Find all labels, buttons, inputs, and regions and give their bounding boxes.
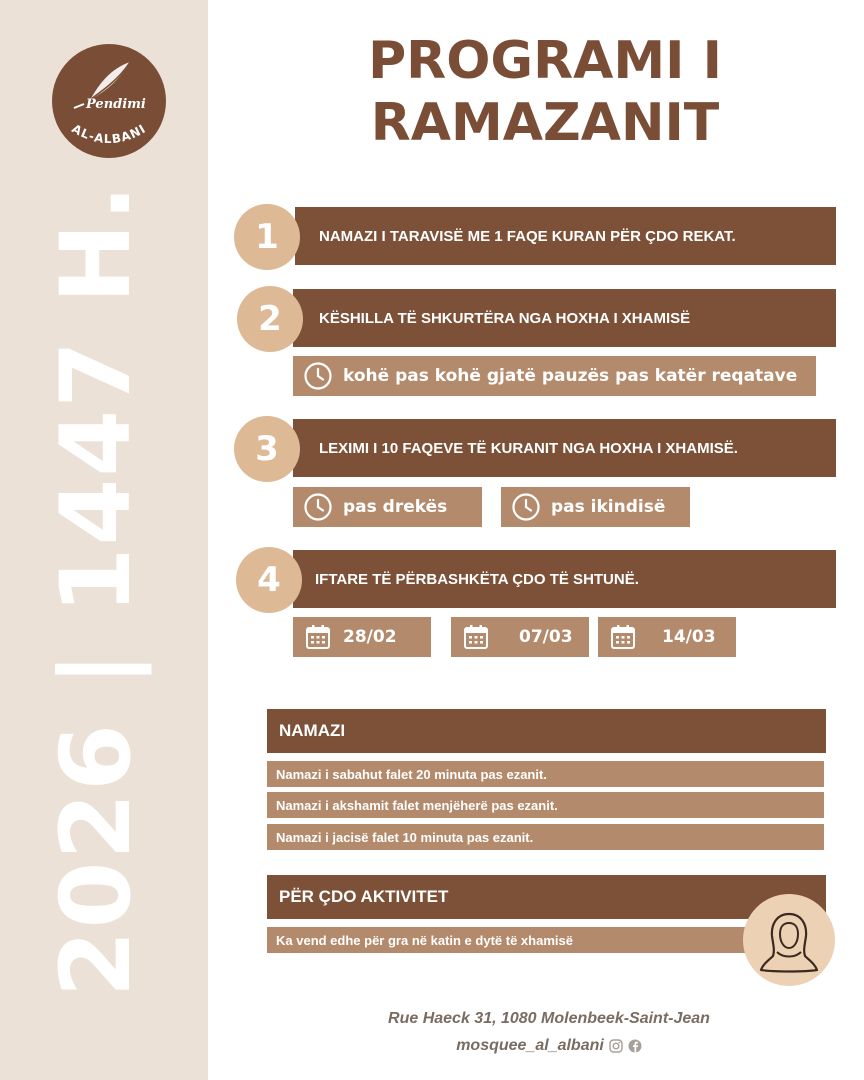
- step-1-number: 1: [234, 204, 300, 270]
- instagram-icon[interactable]: [609, 1039, 623, 1053]
- step-1-bar: [295, 207, 836, 265]
- step-2-bar: [293, 289, 836, 347]
- chip-text: 28/02: [343, 627, 397, 647]
- clock-icon: [511, 492, 541, 522]
- activities-row-1: Ka vend edhe për gra në katin e dytë të xhamisë: [267, 927, 777, 953]
- clock-icon: [303, 361, 333, 391]
- chip-text: 07/03: [519, 627, 573, 647]
- title-line-1: PROGRAMI I: [368, 31, 722, 91]
- step-2-number: 2: [237, 286, 303, 352]
- logo-sub-text: AL-ALBANI: [69, 121, 149, 147]
- page-title: [310, 30, 780, 154]
- step-3-bar: [293, 419, 836, 477]
- step-3-chip-2: [501, 487, 690, 527]
- step-3-chip-1: [293, 487, 482, 527]
- step-4-chip-3: [598, 617, 736, 657]
- namazi-row-3: Namazi i jacisë falet 10 minuta pas ezanit.: [267, 824, 824, 850]
- logo-script-text: Pendimi: [86, 97, 146, 112]
- woman-hijab-icon: [743, 894, 835, 986]
- namazi-row-2: Namazi i akshamit falet menjëherë pas ezanit.: [267, 792, 824, 818]
- calendar-icon: [303, 622, 333, 652]
- title-line-2: RAMAZANIT: [370, 93, 720, 153]
- mosque-logo: [52, 44, 166, 158]
- activities-heading: PËR ÇDO AKTIVITET: [267, 875, 826, 919]
- address-text: Rue Haeck 31, 1080 Molenbeek-Saint-Jean: [388, 1010, 710, 1027]
- step-1-text: NAMAZI I TARAVISË ME 1 FAQE KURAN PËR ÇDO REKAT.: [319, 227, 736, 245]
- step-3-number: 3: [234, 416, 300, 482]
- year-vertical-text: 2026 | 1447 H.: [40, 182, 152, 998]
- namazi-row-1: Namazi i sabahut falet 20 minuta pas ezanit.: [267, 761, 824, 787]
- svg-text:AL-ALBANI: [69, 121, 148, 146]
- clock-icon: [303, 492, 333, 522]
- step-4-chip-2: [451, 617, 589, 657]
- step-2-chip: [293, 356, 816, 396]
- step-2-text: KËSHILLA TË SHKURTËRA NGA HOXHA I XHAMISË: [319, 309, 691, 327]
- social-handle[interactable]: mosquee_al_albani: [456, 1037, 604, 1054]
- chip-text: 14/03: [662, 627, 716, 647]
- calendar-icon: [461, 622, 491, 652]
- namazi-heading: NAMAZI: [267, 709, 826, 753]
- step-4-text: IFTARE TË PËRBASHKËTA ÇDO TË SHTUNË.: [315, 570, 639, 588]
- step-4-bar: [293, 550, 836, 608]
- logo-curved-text: [58, 120, 160, 154]
- step-4-number: 4: [236, 547, 302, 613]
- calendar-icon: [608, 622, 638, 652]
- chip-text: pas ikindisë: [551, 497, 666, 517]
- step-3-text: LEXIMI I 10 FAQEVE TË KURANIT NGA HOXHA I XHAMISË.: [319, 439, 738, 457]
- facebook-icon[interactable]: [628, 1039, 642, 1053]
- social-line: [264, 1037, 834, 1055]
- chip-text: kohë pas kohë gjatë pauzës pas katër reqatave: [343, 366, 798, 386]
- chip-text: pas drekës: [343, 497, 448, 517]
- step-4-chip-1: [293, 617, 431, 657]
